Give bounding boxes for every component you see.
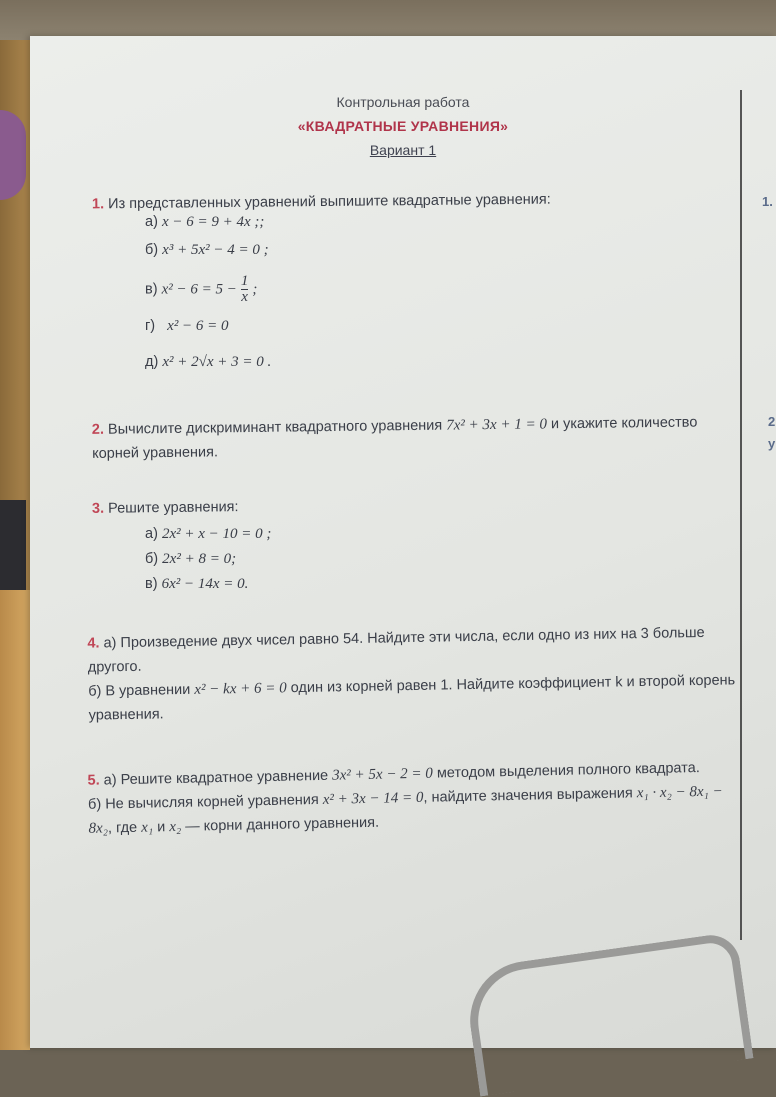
task-1-item-a <box>145 214 264 231</box>
header-title: Контрольная работа <box>336 94 470 110</box>
item-label: г) <box>145 318 156 334</box>
equation: 7x² + 3x + 1 = 0 <box>446 416 548 434</box>
task-1-item-d <box>145 318 229 335</box>
item-label: б) <box>145 551 159 567</box>
task-3-item-c <box>145 576 248 593</box>
task-1-item-e <box>145 354 271 371</box>
task-3-prompt <box>92 495 239 521</box>
task-text: а) Произведение двух чисел равно 54. Найдите эти числа, если одно из них на 3 больше другого. <box>87 624 705 676</box>
equation: 2x² + x − 10 = 0 ; <box>161 526 272 542</box>
task-text: б) В уравнении <box>88 681 191 700</box>
equation: x² + 3x − 14 = 0 <box>322 789 424 808</box>
task-number: 2. <box>91 421 105 438</box>
fraction <box>241 274 249 305</box>
background-object-dark <box>0 500 26 590</box>
equation: 6x² − 14x = 0. <box>161 576 249 592</box>
equation: x − 6 = 9 + 4x ;; <box>161 214 265 230</box>
task-text: и укажите количество корней уравнения. <box>92 414 698 462</box>
task-text: Вычислите дискриминант квадратного уравнения <box>107 417 443 438</box>
equation: 2x² + 8 = 0; <box>162 551 237 567</box>
task-text: — корни данного уравнения. <box>184 814 380 835</box>
equation: 3x² + 5x − 2 = 0 <box>332 765 434 784</box>
background-top <box>0 0 776 40</box>
equation: x³ + 5x² − 4 = 0 ; <box>162 242 269 258</box>
task-1-item-b <box>145 242 269 259</box>
task-text: один из корней равен 1. Найдите коэффициент k и второй корень уравнения. <box>88 672 736 724</box>
task-text: и <box>156 819 166 836</box>
task-3-item-b <box>145 551 236 568</box>
task-4-prompt <box>87 620 739 727</box>
task-number: 4. <box>87 635 100 652</box>
fraction-denominator: x <box>241 289 248 305</box>
task-3-item-a <box>145 526 271 543</box>
task-text: методом выделения полного квадрата. <box>436 759 700 782</box>
task-2-prompt <box>92 410 733 466</box>
header-topic: «КВАДРАТНЫЕ УРАВНЕНИЯ» <box>297 118 509 134</box>
task-text: а) Решите квадратное уравнение <box>103 767 329 789</box>
background-object <box>0 110 26 200</box>
equation: x² − kx + 6 = 0 <box>194 680 287 698</box>
equation: x² − 6 = 0 <box>167 318 229 334</box>
equation: x² + 2√x + 3 = 0 . <box>162 354 272 370</box>
worksheet-page <box>30 36 776 1048</box>
task-text: Из представленных уравнений выпишите квадратные уравнения: <box>108 191 551 213</box>
variable: x₂ <box>169 818 182 836</box>
side-mark: 1. <box>762 194 773 209</box>
task-text: , найдите значения выражения <box>423 785 633 806</box>
fold-line <box>740 90 742 940</box>
task-text: б) Не вычисляя корней уравнения <box>87 791 319 813</box>
table-edge <box>0 590 30 1050</box>
header-variant: Вариант 1 <box>369 142 437 158</box>
task-5-prompt <box>87 755 738 841</box>
task-1-item-c <box>145 274 257 305</box>
equation: x² − 6 = 5 − <box>161 281 237 298</box>
item-label: а) <box>145 214 158 230</box>
expression: x₁ · x₂ − 8x₁ − 8x₂ <box>88 783 723 837</box>
side-mark: 2 <box>768 414 776 429</box>
variable: x₁ <box>141 819 154 836</box>
task-text: Решите уравнения: <box>108 499 239 517</box>
task-number: 1. <box>91 196 105 213</box>
task-number: 5. <box>87 772 100 789</box>
item-label: а) <box>145 526 158 542</box>
fraction-numerator: 1 <box>240 273 249 289</box>
equation-end: ; <box>252 281 258 298</box>
item-label: в) <box>145 576 158 592</box>
item-label: б) <box>145 242 159 258</box>
task-number: 3. <box>91 500 105 517</box>
task-text: , где <box>107 819 138 837</box>
item-label: д) <box>145 354 159 370</box>
item-label: в) <box>145 281 158 298</box>
task-1-prompt <box>92 188 551 217</box>
side-mark: у <box>768 436 776 451</box>
